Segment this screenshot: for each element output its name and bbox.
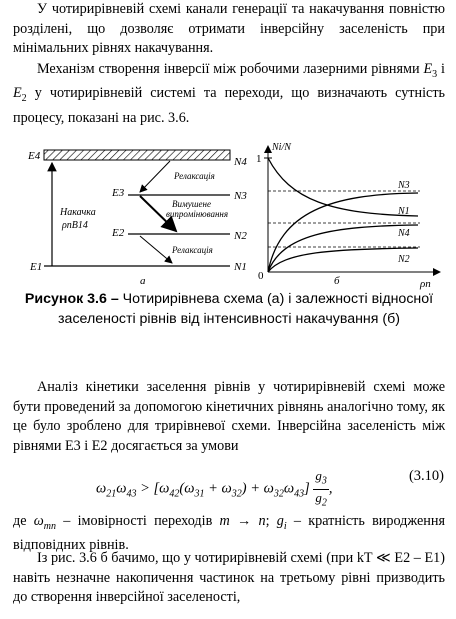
equation-body: $\omega_{21}\omega_{43} > [\omega_{42}(\omega_{31} + \omega_{32}) + \omega_{32}\omega_{43}]$ $\frac{g_3}{g_2}$ ,	[96, 468, 333, 509]
equation-3-10	[0, 456, 456, 509]
figure-3-6	[0, 140, 456, 290]
label-e3: E3	[112, 187, 125, 199]
paragraph-2: Механізм створення інверсії між робочими лазерними рівнями $E_3$ і $E_2$ у чотирирівневій системі та переходи, що визначають сутність процесу, показані на рис. 3.6.	[13, 61, 445, 126]
x-axis-label: ρn	[420, 278, 431, 290]
relax-arrow-top	[140, 161, 170, 192]
paragraph-1: У чотирирівневій схемі канали генерації та накачування повністю розділені, що дозволяє отримати інверсійну заселеність при мінімальних рівнях накачування.	[13, 1, 445, 56]
relax-bottom-label: Релаксація	[172, 245, 213, 255]
label-n3: N3	[234, 190, 247, 202]
pump-label: Накачка	[60, 207, 96, 218]
label-n1: N1	[234, 261, 247, 273]
figure-caption: Рисунок 3.6 – Чотирирівнева схема (а) і залежності відносної заселеності рівнів від інтенсивності накачування (б)	[24, 291, 434, 327]
relax-arrow-bottom	[140, 236, 172, 263]
label-n4: N4	[234, 156, 247, 168]
paragraph-3: Аналіз кінетики заселення рівнів у чотирирівневій схемі може бути проведений за допомогою кінетичних рівнянь аналогічно тому, як це було зроблено для трирівневої схеми. Інверсійна заселеність між рівнями E3 і E2 досягається за умови	[13, 379, 445, 454]
panel-a-label: а	[140, 275, 146, 287]
curve-label-n1: N1	[398, 206, 410, 217]
paragraph-5: Із рис. 3.6 б бачимо, що у чотирирівневій схемі (при kT ≪ E2 – E1) навіть незначне накопичення частинок на третьому рівні призводить до створення інверсійної заселеності,	[13, 550, 445, 605]
label-e1: E1	[30, 261, 43, 273]
origin-label: 0	[258, 270, 264, 282]
y-axis-label: Ni/N	[272, 142, 291, 153]
y-one-label: 1	[256, 153, 262, 165]
curve-n2	[268, 248, 418, 272]
level-e4-band	[44, 150, 230, 160]
curve-label-n2: N2	[398, 254, 410, 265]
curve-n3	[268, 193, 418, 272]
panel-b-label: б	[334, 275, 340, 287]
paragraph-4: де $\omega_{mn}$ – імовірності переходів m → n; $g_i$ – кратність виродження відповідних рівнів.	[13, 513, 446, 554]
curve-label-n4: N4	[398, 228, 410, 239]
pump-rate-label: ρnB14	[62, 220, 88, 231]
stimulated-label: Вимушене	[172, 199, 211, 209]
curve-n1	[268, 158, 418, 216]
relax-top-label: Релаксація	[174, 171, 215, 181]
label-e2: E2	[112, 227, 125, 239]
label-n2: N2	[234, 230, 247, 242]
curve-label-n3: N3	[398, 180, 410, 191]
equation-number: (3.10)	[408, 468, 444, 484]
population-plot	[256, 142, 440, 290]
energy-level-diagram	[27, 150, 247, 287]
stimulated-label-2: випромінювання	[166, 209, 229, 219]
label-e4: E4	[28, 150, 41, 162]
